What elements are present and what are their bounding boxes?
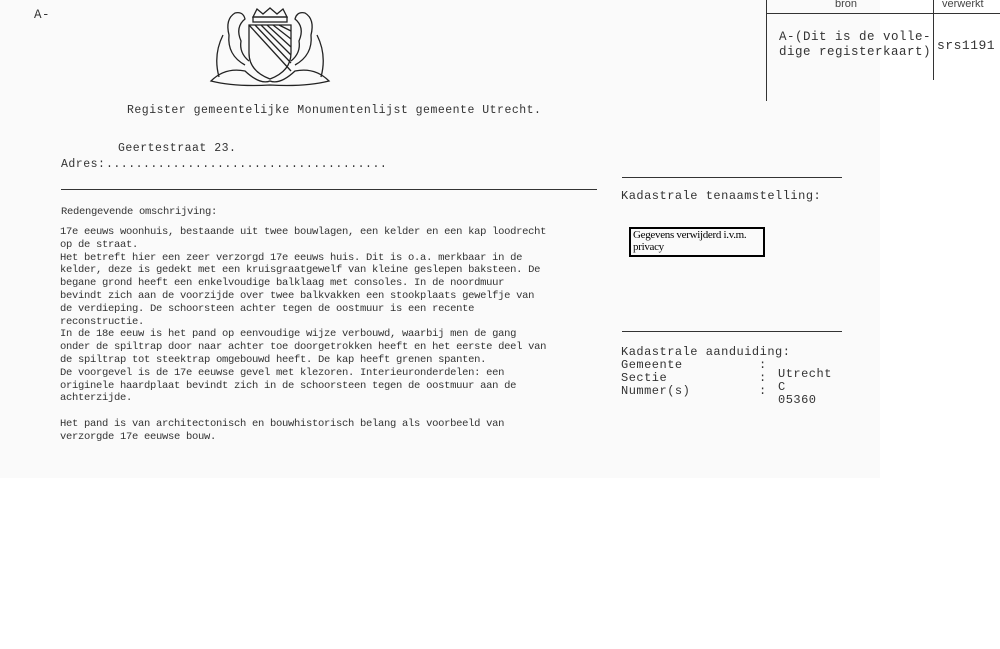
description-line: De voorgevel is de 17e eeuwse gevel met klezoren. Interieuronderdelen: een <box>60 366 505 379</box>
description-line: achterzijde. <box>60 392 133 405</box>
description-line: 17e eeuws woonhuis, bestaande uit twee bouwlagen, een kelder en een kap loodrecht <box>60 226 547 238</box>
table-header-rule <box>766 13 1000 14</box>
corner-mark: A- <box>34 8 51 22</box>
description-line: Het pand is van architectonisch en bouwhistorisch belang als voorbeeld van <box>60 417 505 430</box>
privacy-notice: Gegevens verwijderd i.v.m. privacy <box>629 227 765 257</box>
divider-right-mid <box>622 331 842 332</box>
field-sep: : <box>759 358 767 372</box>
header-verwerkt: verwerkt <box>942 0 984 10</box>
divider-left <box>61 189 597 190</box>
header-bron: bron <box>835 0 858 10</box>
description-line: begane grond heeft een enkelvoudige balklaag met consoles. In de noordmuur <box>60 277 505 290</box>
address-dots: ...................................... <box>106 158 388 171</box>
field-value-nummers: 05360 <box>778 393 817 407</box>
field-label-sectie: Sectie <box>621 371 668 385</box>
address-value: Geertestraat 23. <box>118 142 237 155</box>
field-sep: : <box>759 371 767 385</box>
field-value-sectie: C <box>778 380 786 394</box>
table-border-mid <box>933 0 934 80</box>
description-line: onder de spiltrap door naar achter toe doorgetrokken heeft en het eerste deel van <box>60 341 547 354</box>
bron-value: A-(Dit is de volle- dige registerkaart) <box>779 30 932 59</box>
address-label: Adres: <box>61 158 106 171</box>
description-heading: Redengevende omschrijving: <box>61 206 218 218</box>
description-line: bevindt zich aan de voorzijde over twee balkvakken een stookplaats gewelfje van <box>60 289 535 302</box>
field-label-gemeente: Gemeente <box>621 358 683 372</box>
utrecht-crest-logo <box>205 5 335 87</box>
description-line: de spiltrap tot steektrap omgebouwd heeft. De kap heeft grenen spanten. <box>60 353 487 366</box>
description-line: Het betreft hier een zeer verzorgd 17e eeuws huis. Dit is o.a. merkbaar in de <box>60 251 523 264</box>
description-line: originele haardplaat bevindt zich in de schoorsteen tegen de oostmuur aan de <box>60 379 517 392</box>
description-line <box>60 405 600 418</box>
field-value-gemeente: Utrecht <box>778 367 832 381</box>
description-line: In de 18e eeuw is het pand op eenvoudige wijze verbouwd, waarbij men de gang <box>60 328 517 341</box>
aanduiding-label: Kadastrale aanduiding: <box>621 345 791 359</box>
description-line: verzorgde 17e eeuwse bouw. <box>60 430 217 443</box>
field-label-nummers: Nummer(s) <box>621 384 691 398</box>
table-border-left <box>766 0 767 101</box>
field-sep: : <box>759 384 767 398</box>
page-title: Register gemeentelijke Monumentenlijst gemeente Utrecht. <box>127 104 542 117</box>
description-line: de verdieping. De schoorsteen achter tegen de oostmuur is een recente <box>60 302 475 315</box>
description-line: reconstructie. <box>60 315 145 328</box>
description-body <box>60 226 600 444</box>
tenaamstelling-label: Kadastrale tenaamstelling: <box>621 189 822 203</box>
divider-right-top <box>622 177 842 178</box>
description-line: op de straat. <box>60 238 139 251</box>
verwerkt-value: srs1191 <box>937 38 996 53</box>
description-line: kelder, deze is gedekt met een kruisgraatgewelf van kleine geslepen baksteen. De <box>60 264 541 277</box>
